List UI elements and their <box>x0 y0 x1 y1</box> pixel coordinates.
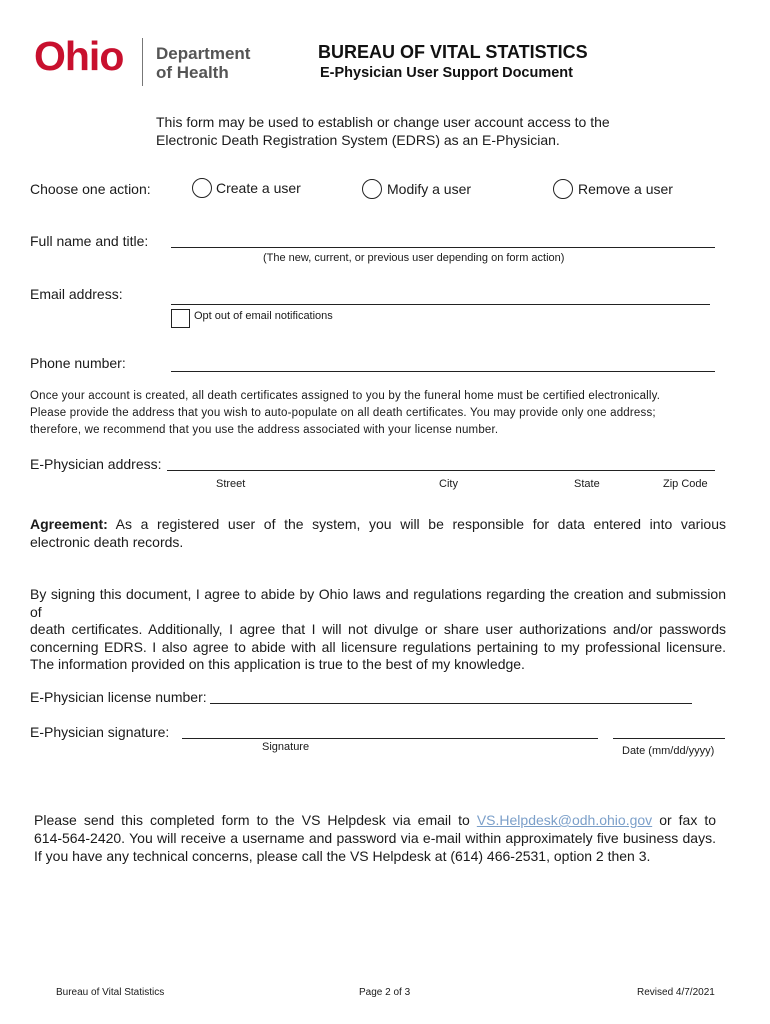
department-name <box>156 44 250 82</box>
signature-caption: Signature <box>262 741 310 753</box>
license-field[interactable] <box>210 703 692 704</box>
ohio-logo: Ohio <box>34 33 124 79</box>
opt-out-label: Opt out of email notifications <box>194 310 333 322</box>
signing-line-2: death certificates. Additionally, I agree that I will not divulge or share user authorizations and/or passwords <box>30 621 726 637</box>
opt-out-checkbox[interactable] <box>171 309 190 328</box>
agreement-heading: Agreement: <box>30 516 108 532</box>
logo-divider <box>142 38 143 86</box>
helpdesk-line-3: If you have any technical concerns, please call the VS Helpdesk at (614) 466-2531, option 2 then 3. <box>34 848 651 864</box>
address-state-caption: State <box>574 478 600 490</box>
address-city-caption: City <box>439 478 458 490</box>
certificates-note-line-1: Once your account is created, all death certificates assigned to you by the funeral home must be certified electronically. <box>30 390 661 402</box>
helpdesk-line-1-pre: Please send this completed form to the VS Helpdesk via email to <box>34 812 470 828</box>
intro-line-1: This form may be used to establish or change user account access to the <box>156 114 610 130</box>
signature-label: E-Physician signature: <box>30 724 170 740</box>
radio-remove-user-label: Remove a user <box>578 181 673 197</box>
address-label: E-Physician address: <box>30 456 162 472</box>
radio-modify-user-label: Modify a user <box>387 181 472 197</box>
helpdesk-line-1 <box>34 811 716 829</box>
fullname-hint: (The new, current, or previous user depending on form action) <box>263 252 565 264</box>
address-field[interactable] <box>167 470 715 471</box>
fullname-label: Full name and title: <box>30 233 149 249</box>
certificates-note <box>30 388 740 439</box>
helpdesk-line-1-post: or fax to <box>659 812 717 828</box>
department-line-1: Department <box>156 44 251 63</box>
phone-label: Phone number: <box>30 355 126 371</box>
address-street-caption: Street <box>216 478 246 490</box>
email-label: Email address: <box>30 286 123 302</box>
action-label: Choose one action: <box>30 181 151 197</box>
footer-page-number: Page 2 of 3 <box>359 987 411 998</box>
helpdesk-email-link[interactable]: VS.Helpdesk@odh.ohio.gov <box>476 812 653 828</box>
signing-line-1: By signing this document, I agree to abide by Ohio laws and regulations regarding the creation and submission of <box>30 586 726 620</box>
helpdesk-paragraph <box>34 811 716 865</box>
department-line-2: of Health <box>156 63 229 82</box>
license-label: E-Physician license number: <box>30 689 207 705</box>
footer-revised: Revised 4/7/2021 <box>637 987 715 998</box>
certificates-note-line-3: therefore, we recommend that you use the address associated with your license number. <box>30 424 499 436</box>
date-field[interactable] <box>613 738 725 739</box>
email-field[interactable] <box>171 304 710 305</box>
agreement-line-1-text: As a registered user of the system, you will be responsible for data entered into various <box>115 516 726 532</box>
radio-modify-user[interactable] <box>362 179 382 199</box>
agreement-paragraph <box>30 516 726 551</box>
signing-paragraph <box>30 586 726 674</box>
agreement-line-2: electronic death records. <box>30 533 184 550</box>
helpdesk-line-2: 614-564-2420. You will receive a username and password via e-mail within approximately five business days. <box>34 830 716 846</box>
certificates-note-line-2: Please provide the address that you wish to auto-populate on all death certificates. You may provide only one address; <box>30 407 656 419</box>
date-caption: Date (mm/dd/yyyy) <box>622 745 715 757</box>
page-subtitle: E-Physician User Support Document <box>320 65 573 81</box>
address-zip-caption: Zip Code <box>663 478 708 490</box>
radio-create-user-label: Create a user <box>216 180 301 196</box>
signing-line-3: concerning EDRS. I also agree to abide with all licensure regulations pertaining to my professional licensure. <box>30 638 726 655</box>
radio-remove-user[interactable] <box>553 179 573 199</box>
page-title: BUREAU OF VITAL STATISTICS <box>318 42 588 62</box>
fullname-field[interactable] <box>171 247 715 248</box>
agreement-line-1 <box>30 516 726 534</box>
footer-left: Bureau of Vital Statistics <box>56 987 165 998</box>
intro-line-2: Electronic Death Registration System (EDRS) as an E-Physician. <box>156 132 560 148</box>
intro-text <box>156 113 636 149</box>
signature-field[interactable] <box>182 738 598 739</box>
phone-field[interactable] <box>171 371 715 372</box>
signing-line-4: The information provided on this application is true to the best of my knowledge. <box>30 656 525 672</box>
radio-create-user[interactable] <box>192 178 212 198</box>
